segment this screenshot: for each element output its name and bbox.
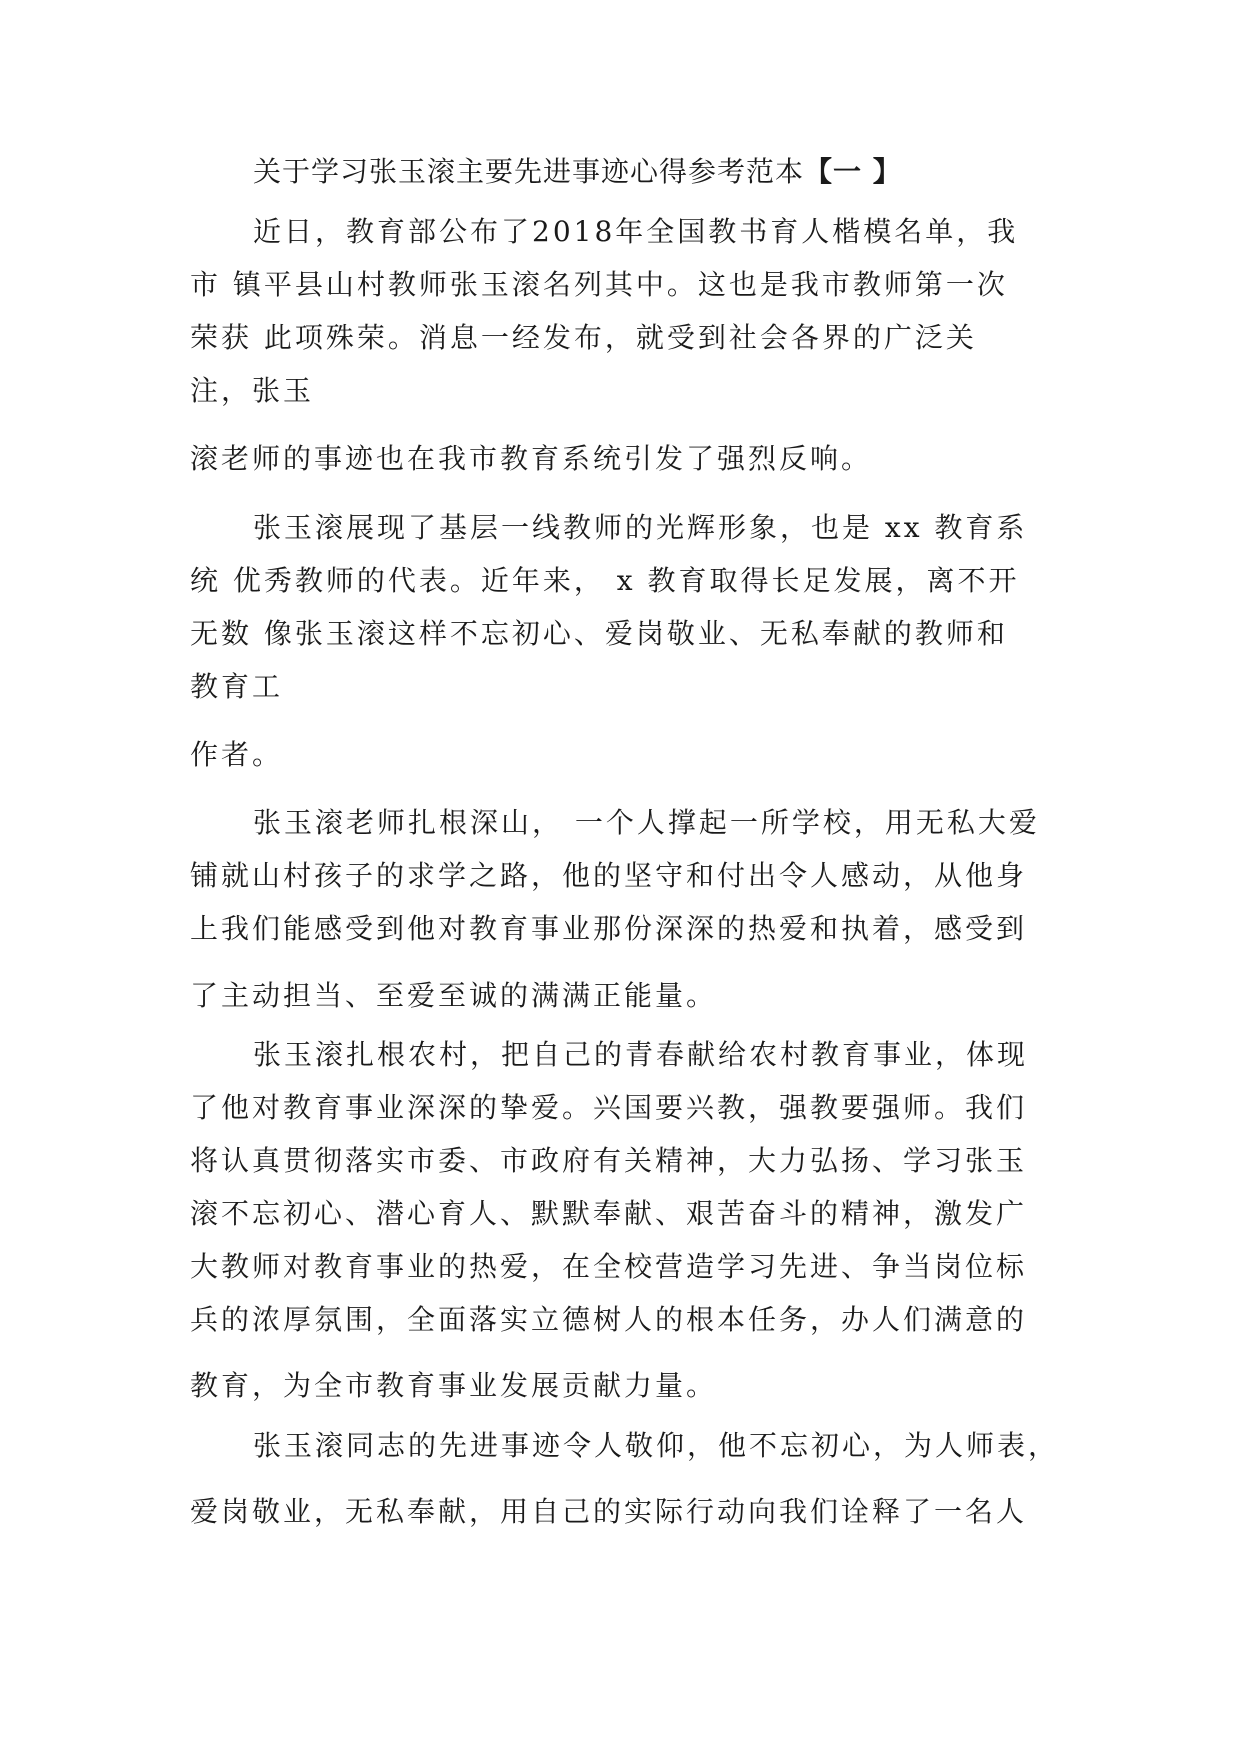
paragraph-line: 了主动担当、至爱至诚的满满正能量。 [190, 979, 718, 1012]
paragraph-line: 教育工 [190, 670, 284, 703]
title-suffix: 【一 】 [804, 155, 902, 188]
paragraph-line: 了他对教育事业深深的挚爱。兴国要兴教，强教要强师。我们 [190, 1091, 1028, 1124]
document-title [253, 152, 902, 192]
paragraph-line: 张玉滚展现了基层一线教师的光辉形象，也是 xx 教育系 [253, 511, 1028, 544]
paragraph-line: 注，张玉 [190, 374, 315, 407]
paragraph-line: 爱岗敬业，无私奉献，用自己的实际行动向我们诠释了一名人 [190, 1495, 1028, 1528]
paragraph-line: 近日，教育部公布了2018年全国教书育人楷模名单，我 [253, 215, 1019, 248]
paragraph-line: 荣获 此项殊荣。消息一经发布，就受到社会各界的广泛关 [190, 321, 977, 354]
paragraph-line: 教育，为全市教育事业发展贡献力量。 [190, 1369, 718, 1402]
paragraph-line: 张玉滚扎根农村，把自己的青春献给农村教育事业，体现 [253, 1038, 1029, 1071]
paragraph-line: 铺就山村孩子的求学之路，他的坚守和付出令人感动，从他身 [190, 859, 1028, 892]
paragraph-line: 大教师对教育事业的热爱，在全校营造学习先进、争当岗位标 [190, 1250, 1028, 1283]
paragraph-line: 兵的浓厚氛围，全面落实立德树人的根本任务，办人们满意的 [190, 1303, 1028, 1336]
paragraph-line: 作者。 [190, 738, 284, 771]
paragraph-line: 滚老师的事迹也在我市教育系统引发了强烈反响。 [190, 442, 873, 475]
paragraph-line: 张玉滚老师扎根深山， 一个人撑起一所学校，用无私大爱 [253, 806, 1040, 839]
paragraph-line: 统 优秀教师的代表。近年来， x 教育取得长足发展，离不开 [190, 564, 1020, 597]
paragraph-line: 上我们能感受到他对教育事业那份深深的热爱和执着，感受到 [190, 912, 1028, 945]
paragraph-line: 无数 像张玉滚这样不忘初心、爱岗敬业、无私奉献的教师和 [190, 617, 1008, 650]
paragraph-line: 市 镇平县山村教师张玉滚名列其中。这也是我市教师第一次 [190, 268, 1008, 301]
paragraph-line: 张玉滚同志的先进事迹令人敬仰，他不忘初心，为人师表， [253, 1429, 1060, 1462]
paragraph-line: 滚不忘初心、潜心育人、默默奉献、艰苦奋斗的精神，激发广 [190, 1197, 1028, 1230]
title-text: 关于学习张玉滚主要先进事迹心得参考范本 [253, 155, 805, 188]
paragraph-line: 将认真贯彻落实市委、市政府有关精神，大力弘扬、学习张玉 [190, 1144, 1028, 1177]
